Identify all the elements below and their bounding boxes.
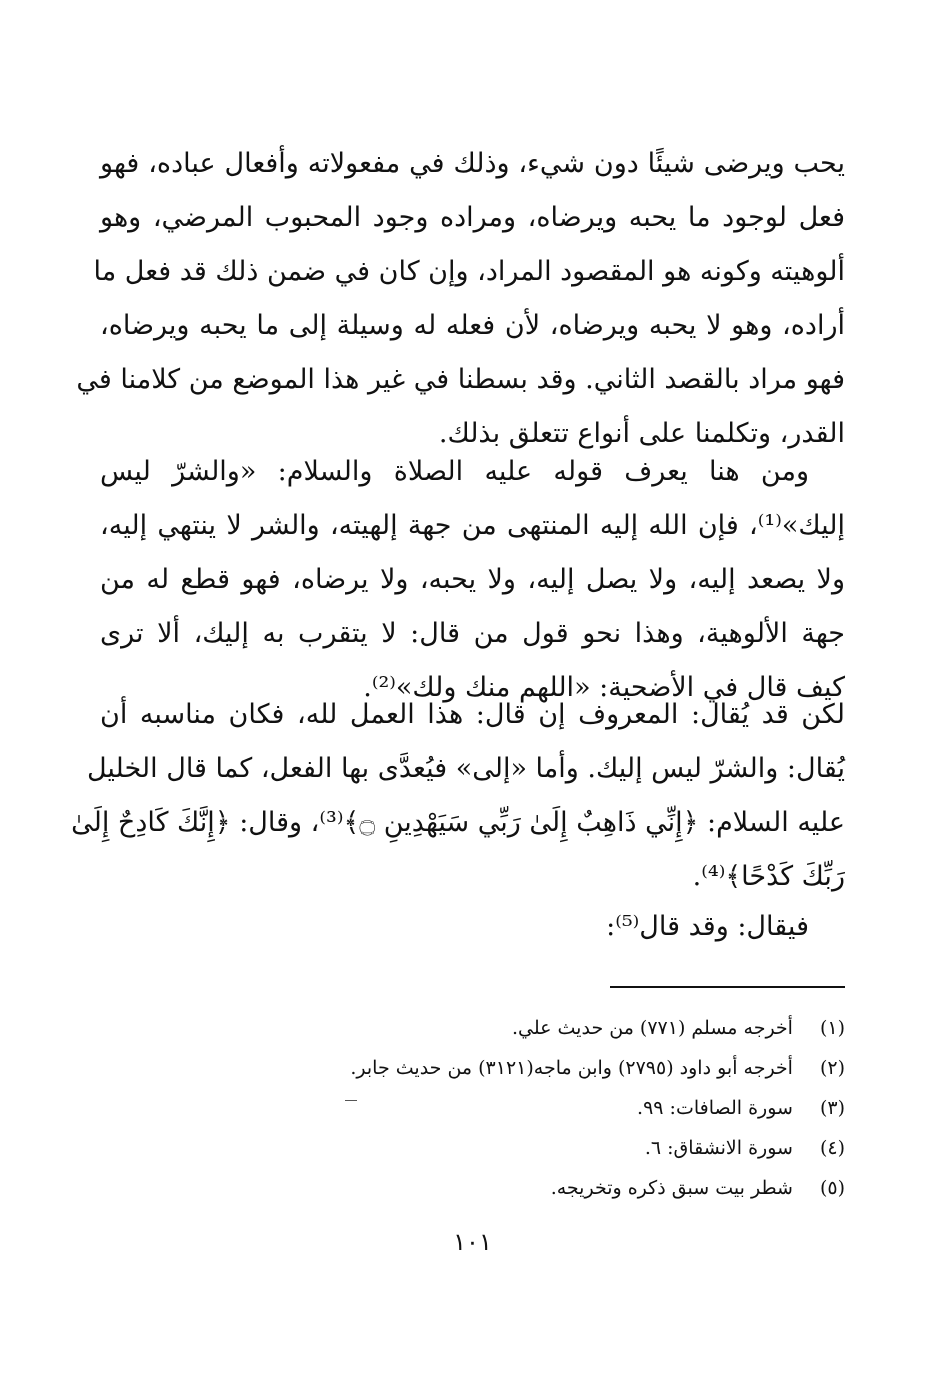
paragraph-1 <box>76 137 845 461</box>
footnote-1 <box>100 1008 845 1048</box>
page-number: ١٠١ <box>453 1228 492 1256</box>
text-line: ومن هنا يعرف قوله عليه الصلاة والسلام: «والشرّ ليس <box>100 456 809 487</box>
footnote-4 <box>100 1128 845 1168</box>
footnote-number: (٢) <box>819 1057 845 1079</box>
text-line: لكن قد يُقال: المعروف إن قال: هذا العمل لله، فكان مناسبه أن <box>100 699 845 730</box>
footnote-number: (١) <box>819 1017 845 1039</box>
text-line: جهة الألوهية، وهذا نحو قول من قال: لا يتقرب به إليك، ألا ترى <box>100 618 845 649</box>
text-line: يُقال: والشرّ ليس إليك. وأما «إلى» فيُعدَّى بها الفعل، كما قال الخليل <box>86 753 845 784</box>
text-line: ألوهيته وكونه هو المقصود المراد، وإن كان في ضمن ذلك قد فعل ما <box>93 256 845 287</box>
text-line: فعل لوجود ما يحبه ويرضاه، ومراده وجود المحبوب المرضي، وهو <box>100 202 845 233</box>
scan-mark <box>345 1100 357 1101</box>
text-line: فيقال: وقد قال⁽⁵⁾: <box>606 911 809 942</box>
footnote-text: أخرجه مسلم (٧٧١) من حديث علي. <box>511 1017 793 1039</box>
footnote-3 <box>100 1088 845 1128</box>
text-line: رَبِّكَ كَدْحًا﴾⁽⁴⁾. <box>692 861 845 892</box>
footnote-number: (٤) <box>819 1137 845 1159</box>
footnote-text: شطر بيت سبق ذكره وتخريجه. <box>550 1177 793 1199</box>
footnote-number: (٥) <box>819 1177 845 1199</box>
footnotes <box>100 1008 845 1208</box>
footnote-text: سورة الصافات: ٩٩. <box>637 1097 793 1119</box>
book-page <box>71 0 845 1391</box>
footnote-text: أخرجه أبو داود (٢٧٩٥) وابن ماجه(٣١٢١) من حديث جابر. <box>350 1057 793 1079</box>
text-line: كيف قال في الأضحية: «اللهم منك ولك»⁽²⁾. <box>363 672 845 703</box>
footnote-5 <box>100 1168 845 1208</box>
paragraph-2 <box>100 445 845 715</box>
footnote-2 <box>100 1048 845 1088</box>
footnote-separator <box>610 986 845 988</box>
text-line: القدر، وتكلمنا على أنواع تتعلق بذلك. <box>438 418 845 449</box>
text-line: أراده، وهو لا يحبه ويرضاه، لأن فعله له وسيلة إلى ما يحبه ويرضاه، <box>100 310 845 341</box>
text-line: يحب ويرضى شيئًا دون شيء، وذلك في مفعولاته وأفعال عباده، فهو <box>100 148 845 179</box>
text-line: إليك»⁽¹⁾، فإن الله إليه المنتهى من جهة إلهيته، والشر لا ينتهي إليه، <box>100 510 845 541</box>
text-line: فهو مراد بالقصد الثاني. وقد بسطنا في غير هذا الموضع من كلامنا في <box>76 364 845 395</box>
footnote-number: (٣) <box>819 1097 845 1119</box>
paragraph-3 <box>71 688 845 904</box>
footnote-text: سورة الانشقاق: ٦. <box>644 1137 793 1159</box>
text-line: ولا يصعد إليه، ولا يصل إليه، ولا يحبه، ولا يرضاه، فهو قطع له من <box>100 564 845 595</box>
paragraph-4 <box>100 900 845 954</box>
text-line: عليه السلام: ﴿إِنِّي ذَاهِبٌ إِلَىٰ رَبِّي سَيَهْدِينِ ۝﴾⁽³⁾، وقال: ﴿إِنَّكَ كَادِحٌ إِلَىٰ <box>71 807 845 838</box>
